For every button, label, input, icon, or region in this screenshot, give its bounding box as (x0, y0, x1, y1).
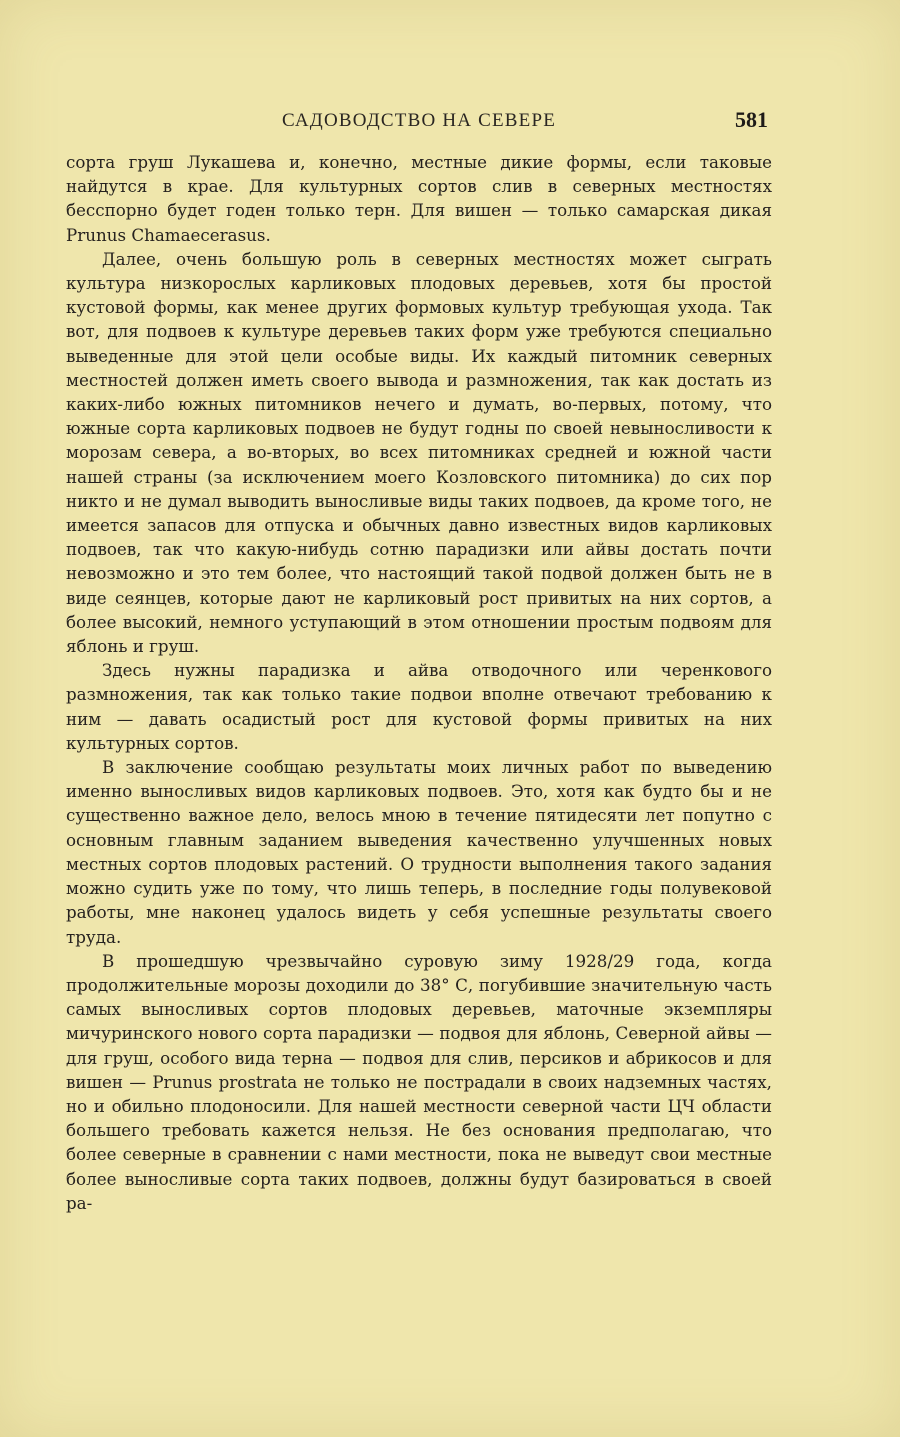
page-number: 581 (735, 107, 768, 132)
paragraph: Далее, очень большую роль в северных местностях может сыграть культура низкорослых карликовых плодовых деревьев, хотя бы простой кустовой формы, как менее других формовых культур требующая ухода. Так вот, для подвоев к культуре деревьев таких форм уже требуются специально выведенные для этой цели особые виды. Их каждый питомник северных местностей должен иметь своего вывода и размножения, так как достать из каких-либо южных питомников нечего и думать, во-первых, потому, что южные сорта карликовых подвоев не будут годны по своей невыносливости к морозам севера, а во-вторых, во всех питомниках средней и южной части нашей страны (за исключением моего Козловского питомника) до сих пор никто и не думал выводить выносливые виды таких подвоев, да кроме того, не имеется запасов для отпуска и обычных давно известных видов карликовых подвоев, так что какую-нибудь сотню парадизки или айвы достать почти невозможно и это тем более, что настоящий такой подвой должен быть не в виде сеянцев, которые дают не карликовый рост привитых на них сортов, а более высокий, немного уступающий в этом отношении простым подвоям для яблонь и груш. (66, 248, 772, 657)
body-text (66, 150, 772, 1215)
running-title: САДОВОДСТВО НА СЕВЕРЕ (281, 110, 557, 131)
paragraph: В заключение сообщаю результаты моих личных работ по выведению именно выносливых видов карликовых подвоев. Это, хотя как будто бы и не существенно важное дело, велось мною в течение пятидесяти лет попутно с основным главным заданием выведения качественно улучшенных новых местных сортов плодовых растений. О трудности выполнения такого задания можно судить уже по тому, что лишь теперь, в последние годы полувековой работы, мне наконец удалось видеть у себя успешные результаты своего труда. (66, 757, 772, 947)
page-header (64, 107, 774, 140)
paragraph: В прошедшую чрезвычайно суровую зиму 1928/29 года, когда продолжительные морозы доходили до 38° С, погубившие значительную часть самых выносливых сортов плодовых деревьев, маточные экземпляры мичуринского нового сорта парадизки — подвоя для яблонь, Северной айвы — для груш, особого вида терна — подвоя для слив, персиков и абрикосов и для вишен — Prunus prostrata не только не пострадали в своих надземных частях, но и обильно плодоносили. Для нашей местности северной части ЦЧ области большего требовать кажется нельзя. Не без основания предполагаю, что более северные в сравнении с нами местности, пока не выведут свои местные более выносливые сорта таких подвоев, должны будут базироваться в своей ра- (66, 950, 772, 1213)
paragraph: Здесь нужны парадизка и айва отводочного или черенкового размножения, так как только такие подвои вполне отвечают требованию к ним — давать осадистый рост для кустовой формы привитых на них культурных сортов. (66, 660, 772, 753)
paragraph: сорта груш Лукашева и, конечно, местные дикие формы, если таковые найдутся в крае. Для культурных сортов слив в северных местностях бесспорно будет годен только терн. Для вишен — только самарская дикая Prunus Chamaecerasus. (66, 152, 772, 245)
